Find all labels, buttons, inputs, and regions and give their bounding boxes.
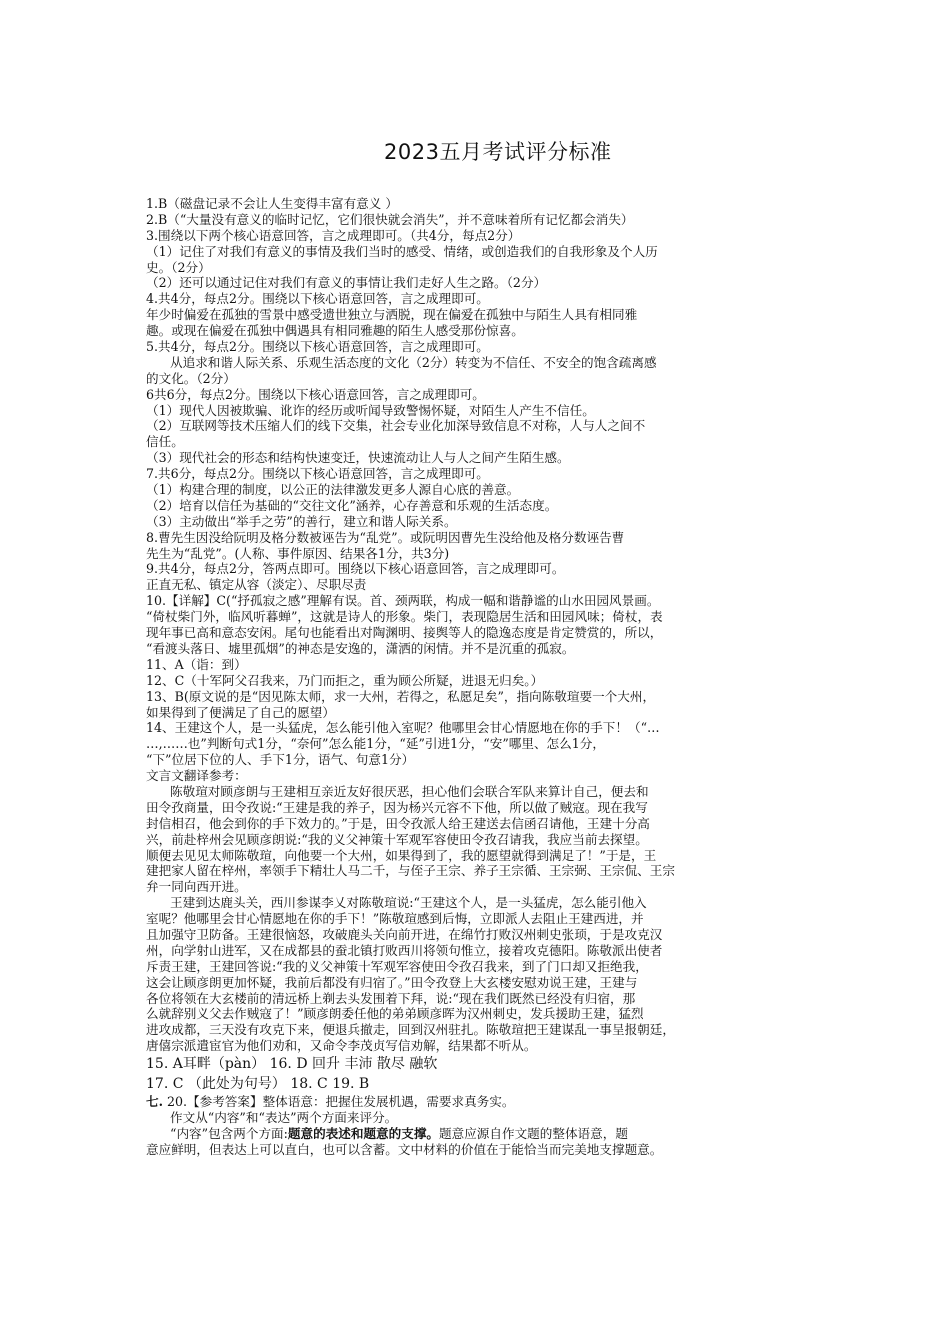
answer-line: （2）还可以通过记住对我们有意义的事情让我们走好人生之路。（2分）	[146, 275, 547, 291]
answer-line: 州，向学射山进军，又在成都县的蚕北镇打败西川将领句惟立，接着攻克德阳。陈敬派出使者	[146, 942, 663, 958]
answer-line: （1）记住了对我们有意义的事情及我们当时的感受、情绪，或创造我们的自我形象及个人历	[146, 243, 658, 259]
answer-line: “倚杖柴门外，临风听暮蝉”，这就是诗人的形象。柴门，表现隐居生活和田园风味；倚杖，表	[146, 609, 663, 625]
answer-line: 斥责王建，王建回答说:“我的义父神策十军观军容使田令孜召我来，到了门口却又拒绝我，	[146, 958, 648, 974]
answer-line: 田令孜商量，田令孜说:“王建是我的养子，因为杨兴元容不下他，所以做了贼寇。现在我写	[146, 799, 648, 815]
essay-line: 作文从“内容”和“表达”两个方面来评分。	[170, 1109, 398, 1125]
answer-line: 1.B（磁盘记录不会让人生变得丰富有意义 ）	[146, 196, 398, 211]
answer-line: 史。（2分）	[146, 259, 211, 275]
answer-line: （2）培育以信任为基础的“交往文化”涵养，心存善意和乐观的生活态度。	[146, 497, 558, 513]
answer-line: （3）主动做出“举手之劳”的善行，建立和谐人际关系。	[146, 513, 457, 529]
answer-line: （1）现代人因被欺骗、讹诈的经历或听闻导致警惕怀疑，对陌生人产生不信任。	[146, 402, 595, 418]
answer-line: 9.共4分，每点2分，答两点即可。围绕以下核心语意回答，言之成理即可。	[146, 561, 565, 577]
answer-line: 从追求和谐人际关系、乐观生活态度的文化（2分）转变为不信任、不安全的饱含疏离感	[170, 354, 657, 370]
answer-line: 进攻成都，三天没有攻克下来，便退兵撤走，回到汉州驻扎。陈敬瑄把王建谋乱一事呈报朝廷，	[146, 1022, 675, 1038]
section-seven-label: 七.	[146, 1094, 163, 1110]
answer-line: 的文化。（2分）	[146, 370, 236, 386]
answer-line: 7.共6分，每点2分。围绕以下核心语意回答，言之成理即可。	[146, 466, 489, 482]
answer-line: “看渡头落日、墟里孤烟”的神态是安逸的，潇洒的闲情。并不是沉重的孤寂。	[146, 640, 575, 656]
answer-line: 12、C（十军阿父召我来，乃门而拒之，重为顾公所疑，进退无归矣。）	[146, 672, 544, 688]
answer-line: 信任。	[146, 434, 184, 450]
answer-line: （2）互联网等技术压缩人们的线下交集，社会专业化加深导致信息不对称，人与人之间不	[146, 418, 646, 434]
answer-line: 正直无私、镇定从容（淡定）、尽职尽责	[146, 577, 367, 593]
answer-line: （3）现代社会的形态和结构快速变迁，快速流动让人与人之间产生陌生感。	[146, 450, 570, 466]
answer-line: 王建到达鹿头关，西川参谋李乂对陈敬瑄说:“王建这个人，是一头猛虎，怎么能引他入	[170, 895, 647, 911]
answer-line: 各位将领在大玄楼前的清远桥上剃去头发围着下拜，说:“现在我们既然已经没有归宿，那	[146, 990, 636, 1006]
answer-line: 11、A（诣：到）	[146, 656, 247, 672]
answer-line: 6共6分，每点2分。围绕以下核心语意回答，言之成理即可。	[146, 386, 485, 402]
answer-line: 2.B（“大量没有意义的临时记忆，它们很快就会消失”，并不意味着所有记忆都会消失）	[146, 211, 634, 227]
answer-line: 13、B(原文说的是“因见陈太师，求一大州，若得之，私愿足矣”，指向陈敬瑄要一个大州，	[146, 688, 656, 704]
answer-line: 弁一同向西开进。	[146, 879, 247, 895]
answer-line: 10.【详解】C(“抒孤寂之感”理解有误。首、颈两联，构成一幅和谐静谧的山水田园风景画。	[146, 593, 660, 609]
answer-line: 如果得到了便满足了自己的愿望）	[146, 704, 335, 720]
section-seven-text: 20.【参考答案】整体语意：把握住发展机遇，需要求真务实。	[162, 1094, 515, 1110]
answer-line: 这会让顾彦朗更加怀疑，我前后都没有归宿了。”田令孜登上大玄楼安慰劝说王建，王建与	[146, 974, 638, 990]
answer-line: …,……也”判断句式1分，“奈何”怎么能1分，“延”引进1分，“安”哪里、怎么1分，	[146, 736, 605, 752]
answer-line: 年少时偏爱在孤独的雪景中感受遗世独立与洒脱，现在偏爱在孤独中与陌生人具有相同雅	[146, 307, 638, 323]
answer-line: 5.共4分，每点2分。围绕以下核心语意回答，言之成理即可。	[146, 339, 489, 355]
answers-17-19: 17. C （此处为句号） 18. C 19. B	[146, 1076, 370, 1093]
essay-line	[146, 1126, 814, 1142]
answer-line: 唐僖宗派遣宦官为他们劝和，又命令李茂贞写信劝解，结果都不听从。	[146, 1038, 537, 1054]
page-title: 2023五月考试评分标准	[384, 140, 612, 164]
answer-line: “下”位居下位的人、手下1分，语气、句意1分）	[146, 752, 415, 768]
answer-line: 兴，前赴梓州会见顾彦朗说:“我的义父神策十军观军容使田令孜召请我，我应当前去探望。	[146, 831, 648, 847]
answer-line: 现年事已高和意态安闲。尾句也能看出对陶渊明、接舆等人的隐逸态度是肯定赞赏的，所以，	[146, 625, 663, 641]
section-seven-line	[146, 1094, 814, 1110]
answer-line: 封信相召，他会到你的手下效力的。”于是，田令孜派人给王建送去信函召请他，王建十分高	[146, 815, 650, 831]
answer-line: 陈敬瑄对顾彦朗与王建相互亲近友好很厌恶，担心他们会联合军队来算计自己，便去和	[170, 783, 649, 799]
essay-content-emphasis: 题意的表述和题意的支撑。	[287, 1125, 439, 1141]
answer-line: 么就辞别义父去作贼寇了！”顾彦朗委任他的弟弟顾彦晖为汉州刺史，发兵援助王建，猛烈	[146, 1006, 644, 1022]
essay-content-tail: 题意应源自作文题的整体语意，题	[439, 1125, 628, 1141]
answer-line: 趣。或现在偏爱在孤独中偶遇具有相同雅趣的陌生人感受那份惊喜。	[146, 323, 524, 339]
answer-line: 文言文翻译参考：	[146, 768, 247, 784]
answer-line: 顺便去见见太师陈敬瑄，向他要一个大州，如果得到了，我的愿望就得到满足了！”于是，王	[146, 847, 657, 863]
answer-line: 3.围绕以下两个核心语意回答，言之成理即可。（共4分，每点2分）	[146, 227, 521, 243]
answer-line: 建把家人留在梓州，率领手下精壮人马二千，与侄子王宗、养子王宗循、王宗弼、王宗侃、王宗	[146, 863, 675, 879]
essay-content-intro: “内容”包含两个方面:	[170, 1125, 288, 1141]
answer-line: 14、王建这个人，是一头猛虎，怎么能引他入室呢？他哪里会甘心情愿地在你的手下！（“…	[146, 720, 660, 736]
answer-line: （1）构建合理的制度，以公正的法律激发更多人源自心底的善意。	[146, 482, 520, 498]
answer-line: 且加强守卫防备。王建很恼怒，攻破鹿头关向前开进，在绵竹打败汉州刺史张顼，于是攻克汉	[146, 926, 663, 942]
answer-line: 室呢？他哪里会甘心情愿地在你的手下！”陈敬瑄感到后悔，立即派人去阻止王建西进，并	[146, 911, 644, 927]
answer-line: 先生为“乱党”。(人称、事件原因、结果各1分，共3分)	[146, 545, 450, 561]
essay-line: 意应鲜明，但表达上可以直白，也可以含蓄。文中材料的价值在于能恰当而完美地支撑题意。	[146, 1141, 663, 1157]
scoring-document-body	[146, 196, 814, 1158]
answer-line: 8.曹先生因没给阮明及格分数被诬告为“乱党”。或阮明因曹先生没给他及格分数诬告曹	[146, 529, 625, 545]
answers-15-16: 15. A耳畔（pàn） 16. D 回升 丰沛 散尽 融软	[146, 1056, 438, 1073]
answer-line: 4.共4分，每点2分。围绕以下核心语意回答，言之成理即可。	[146, 291, 489, 307]
